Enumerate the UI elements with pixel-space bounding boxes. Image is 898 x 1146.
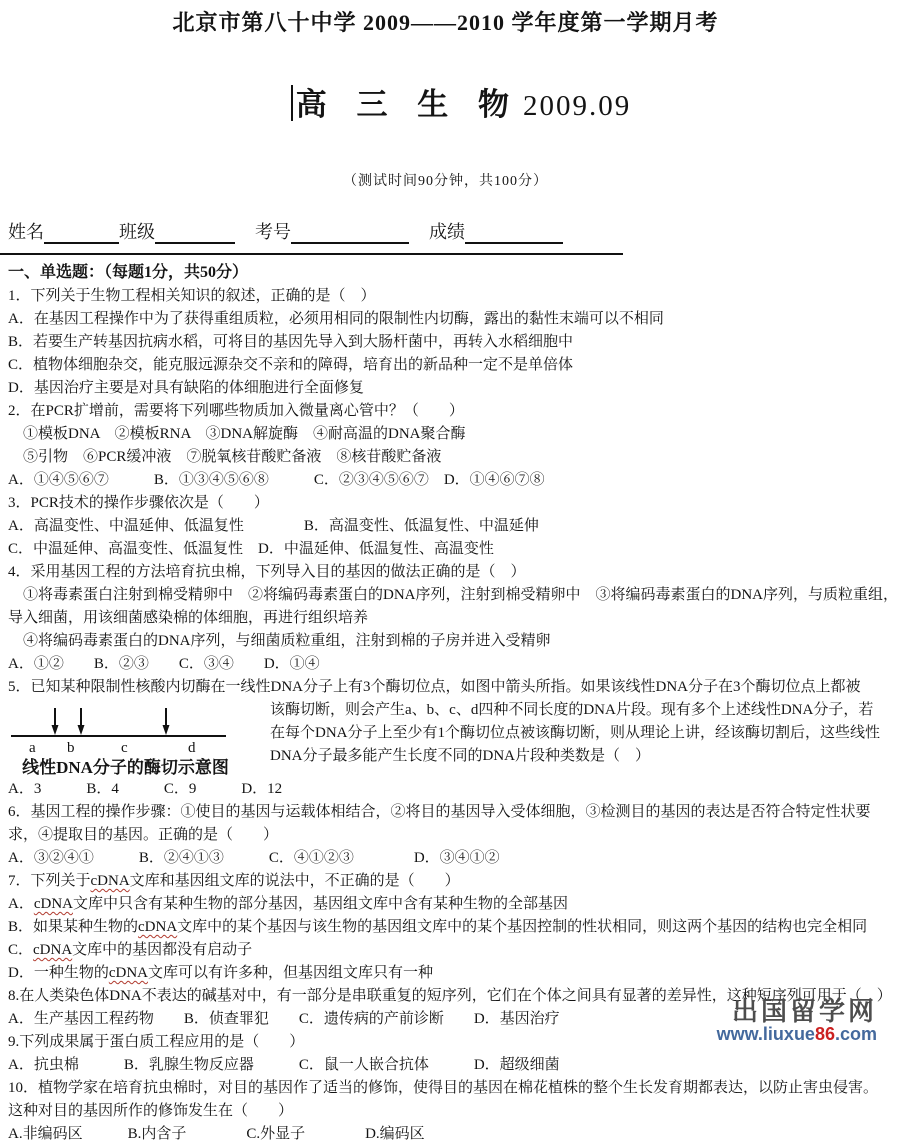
spellchecked-word: cDNA [33,896,73,912]
text-line: ⑤引物 ⑥PCR缓冲液 ⑦脱氧核苷酸贮备液 ⑧核苷酸贮备液 [8,449,442,465]
text-line: 5．已知某种限制性核酸内切酶在一线性DNA分子上有3个酶切位点，如图中箭头所指。如果该线性DNA分子在3个酶切位点上都被 [8,679,861,695]
watermark-url [717,1025,877,1043]
text-line: ①将毒素蛋白注射到棉受精卵中 ②将编码毒素蛋白的DNA序列，注射到棉受精卵中 ③将编码毒素蛋白的DNA序列，与质粒重组， [8,587,898,603]
exam-title: 北京市第八十中学 2009——2010 学年度第一学期月考 [172,10,719,35]
subject-date: 2009.09 [523,90,632,122]
text-line: A.非编码区 B.内含子 C.外显子 D.编码区 [8,1126,425,1142]
name-blank[interactable] [44,222,119,244]
spellchecked-word: cDNA [138,919,178,935]
segment-label-c: c [121,740,128,756]
text-line: 4．采用基因工程的方法培育抗虫棉，下列导入目的基因的做法正确的是（ ） [8,564,526,580]
text-line: A．生产基因工程药物 B．侦查罪犯 C．遗传病的产前诊断 D．基因治疗 [8,1011,560,1027]
text-line: C．中温延伸、高温变性、低温复性 D．中温延伸、低温复性、高温变性 [8,541,494,557]
text-line: C．cDNA文库中的基因都没有启动子 [8,942,253,958]
text-line: D．一种生物的cDNA文库可以有许多种，但基因组文库只有一种 [8,965,434,981]
figure-caption: 线性DNA分子的酶切示意图 [22,758,229,777]
text-line: 在每个DNA分子上至少有1个酶切位点被该酶切断，则从理论上讲，经该酶切割后，这些线性 [270,725,881,741]
text-line: A．高温变性、中温延伸、低温复性 B．高温变性、低温复性、中温延伸 [8,518,539,534]
text-line: 9.下列成果属于蛋白质工程应用的是（ ） [8,1034,305,1050]
segment-label-a: a [29,740,36,756]
text-line: B．如果某种生物的cDNA文库中的某个基因与该生物的基因组文库中的某个基因控制的性状相同，则这两个基因的结构也完全相同 [8,919,868,935]
text-line: B．若要生产转基因抗病水稻，可将目的基因先导入到大肠杆菌中，再转入水稻细胞中 [8,334,574,350]
text-line: 导入细菌，用该细菌感染棉的体细胞，再进行组织培养 [8,610,369,626]
text-line: 3．PCR技术的操作步骤依次是（ ） [8,495,269,511]
watermark [717,998,877,1043]
text-line: ④将编码毒素蛋白的DNA序列，与细菌质粒重组，注射到棉的子房并进入受精卵 [8,633,551,649]
text-line: A．③②④① B．②④①③ C．④①②③ D．③④①② [8,850,500,866]
text-line: 这种对目的基因所作的修饰发生在（ ） [8,1103,294,1119]
q5-wrapped-text [270,699,883,768]
text-line: A．抗虫棉 B．乳腺生物反应器 C．鼠一人嵌合抗体 D．超级细菌 [8,1057,560,1073]
text-line: A．在基因工程操作中为了获得重组质粒，必须用相同的限制性内切酶，露出的黏性末端可以不相同 [8,311,664,327]
exam-no-label: 考号 [255,222,291,242]
text-line: 10．植物学家在培育抗虫棉时，对目的基因作了适当的修饰，使得目的基因在棉花植株的整个生长发育期都表达，以防止害虫侵害。 [8,1080,879,1096]
subject-title: 高 三 生 物 [295,87,515,122]
watermark-site-name: 出国留学网 [731,996,877,1026]
exam-page [0,6,898,1142]
text-line: 7．下列关于cDNA文库和基因组文库的说法中，不正确的是（ ） [8,873,460,889]
student-info-row [8,220,883,244]
text-line: A．3 B．4 C．9 D．12 [8,781,283,797]
watermark-url-prefix: www.liuxue [716,1024,815,1044]
spellchecked-word: cDNA [90,873,130,889]
dna-figure [8,699,270,778]
text-line: D．基因治疗主要是对具有缺陷的体细胞进行全面修复 [8,380,364,396]
class-label: 班级 [119,222,155,242]
score-blank[interactable] [465,222,563,244]
name-label: 姓名 [8,222,44,242]
text-line: 1．下列关于生物工程相关知识的叙述，正确的是（ ） [8,288,376,304]
q5-figure-row [8,699,883,778]
exam-no-blank[interactable] [291,222,409,244]
text-line: 求，④提取目的基因。正确的是（ ） [8,827,279,843]
text-line: 8.在人类染色体DNA不表达的碱基对中，有一部分是串联重复的短序列，它们在个体之间具有显著的差异性，这种短序列可用于（ ） [8,988,892,1004]
text-line: ①模板DNA ②模板RNA ③DNA解旋酶 ④耐高温的DNA聚合酶 [8,426,466,442]
text-line: DNA分子最多能产生长度不同的DNA片段种类数是（ ） [270,748,650,764]
text-cursor [291,85,293,121]
spellchecked-word: cDNA [33,942,73,958]
text-line: 2．在PCR扩增前，需要将下列哪些物质加入微量离心管中？（ ） [8,403,464,419]
score-label: 成绩 [429,222,465,242]
text-line: 该酶切断，则会产生a、b、c、d四种不同长度的DNA片段。现有多个上述线性DNA分子，若 [270,702,874,718]
text-line: 6．基因工程的操作步骤：①使目的基因与运载体相结合，②将目的基因导入受体细胞，③检测目的基因的表达是否符合特定性状要 [8,804,871,820]
questions-block-2 [8,778,892,1146]
segment-label-b: b [67,740,75,756]
text-line: A．cDNA文库中只含有某种生物的部分基因，基因组文库中含有某种生物的全部基因 [8,896,569,912]
section-heading: 一、单选题：（每题1分，共50分） [8,264,249,281]
text-line: C．植物体细胞杂交，能克服远源杂交不亲和的障碍，培育出的新品种一定不是单倍体 [8,357,574,373]
divider [0,253,623,255]
watermark-url-number: 86 [814,1024,835,1044]
dna-cut-diagram [8,705,243,755]
watermark-url-suffix: .com [834,1024,877,1044]
text-line: A．①④⑤⑥⑦ B．①③④⑤⑥⑧ C．②③④⑤⑥⑦ D．①④⑥⑦⑧ [8,472,545,488]
segment-label-d: d [188,740,196,756]
exam-subtitle [8,45,883,166]
class-blank[interactable] [155,222,235,244]
text-line: A．①② B．②③ C．③④ D．①④ [8,656,320,672]
questions-block-1 [8,285,898,699]
spellchecked-word: cDNA [108,965,148,981]
exam-duration-info: （测试时间90分钟，共100分） [343,174,548,189]
